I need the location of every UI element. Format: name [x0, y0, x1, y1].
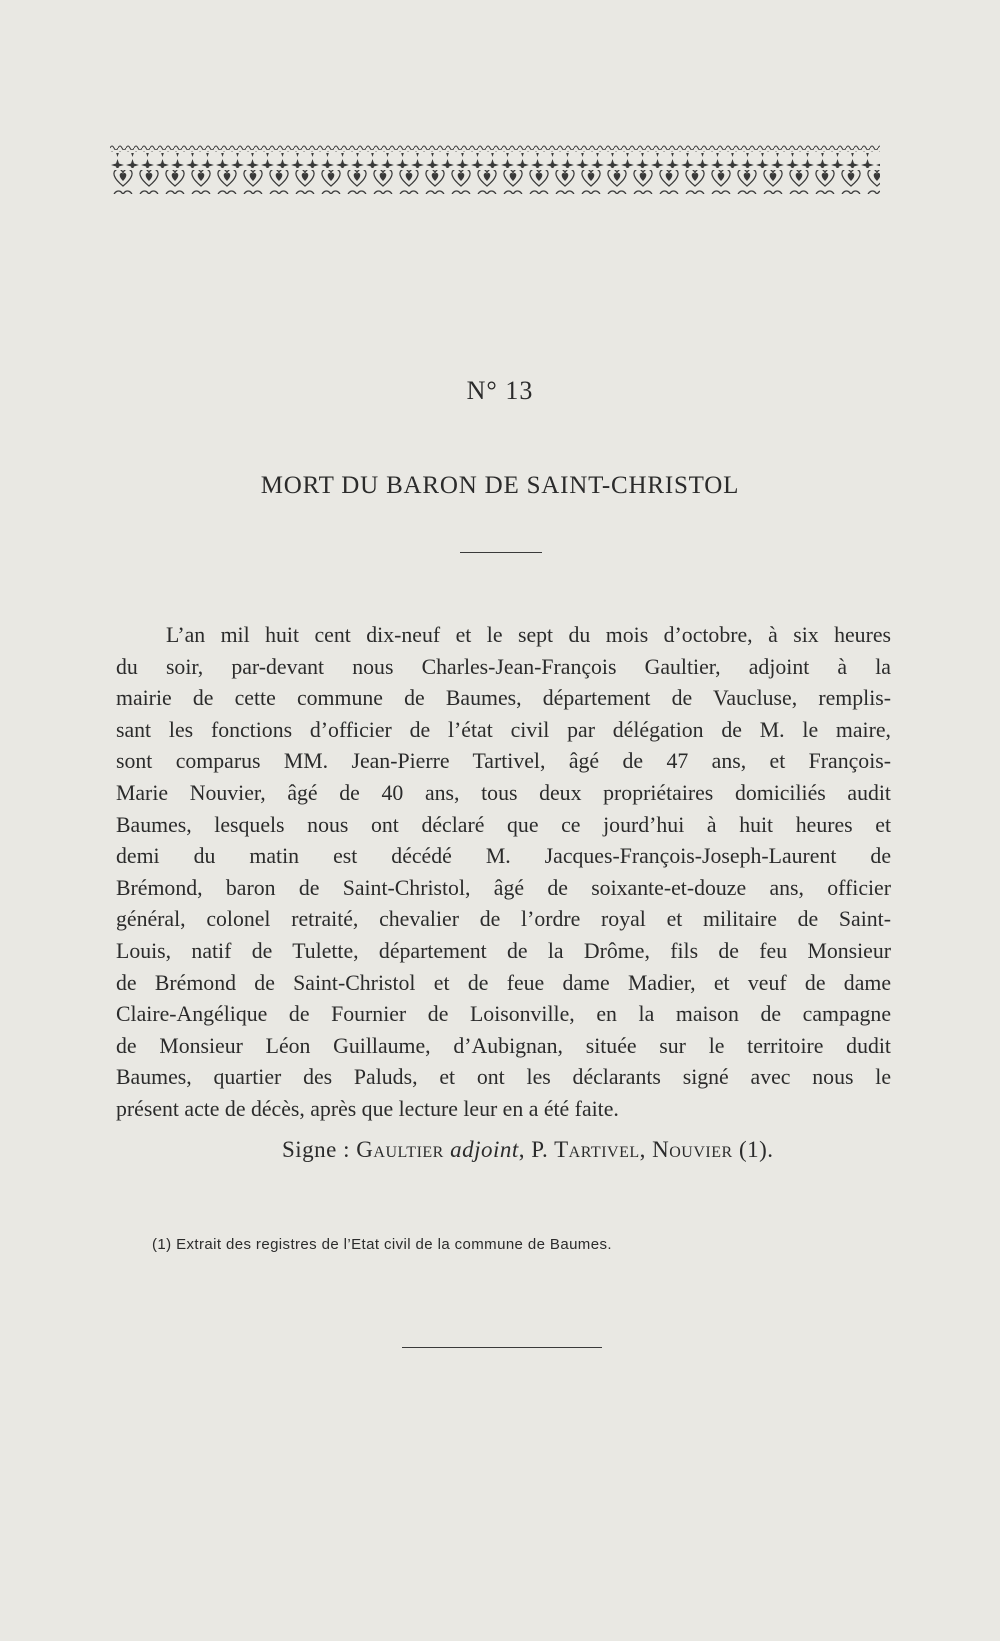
text-line: Baumes, lesquels nous ont déclaré que ce jourd’hui à huit heures et [116, 812, 891, 837]
footnote-reference: (1). [738, 1137, 774, 1162]
text-line: de Brémond de Saint-Christol et de feue dame Madier, et veuf de dame [116, 970, 891, 995]
text-line: de Monsieur Léon Guillaume, d’Aubignan, située sur le territoire dudit [116, 1033, 891, 1058]
text-line: Marie Nouvier, âgé de 40 ans, tous deux propriétaires domiciliés audit [116, 780, 891, 805]
footnote: (1) Extrait des registres de l’Etat civil de la commune de Baumes. [152, 1236, 612, 1253]
text-line: sant les fonctions d’officier de l’état civil par délégation de M. le maire, [116, 717, 891, 742]
text-line: Louis, natif de Tulette, département de la Drôme, fils de feu Monsieur [116, 938, 891, 963]
text-line: Baumes, quartier des Paluds, et ont les déclarants signé avec nous le [116, 1065, 891, 1090]
text-line: demi du matin est décédé M. Jacques-François-Joseph-Laurent de [116, 844, 891, 869]
ornamental-header-band [110, 144, 880, 206]
text-line: Claire-Angélique de Fournier de Loisonville, en la maison de campagne [116, 1002, 891, 1027]
text-line: général, colonel retraité, chevalier de l’ordre royal et militaire de Saint- [116, 907, 891, 932]
end-divider [402, 1347, 602, 1348]
page-title: MORT DU BARON DE SAINT-CHRISTOL [260, 472, 740, 499]
text-line: sont comparus MM. Jean-Pierre Tartivel, âgé de 47 ans, et François- [116, 749, 891, 774]
document-number: N° 13 [466, 376, 534, 405]
text-line: mairie de cette commune de Baumes, département de Vaucluse, remplis- [116, 686, 891, 711]
text-line: Brémond, baron de Saint-Christol, âgé de soixante-et-douze ans, officier [116, 875, 891, 900]
signatory-name: Gaultier [356, 1137, 444, 1162]
signatory-role: adjoint [450, 1137, 519, 1162]
text-line: du soir, par-devant nous Charles-Jean-François Gaultier, adjoint à la [116, 654, 891, 679]
body-paragraph [116, 620, 891, 1126]
text-line: L’an mil huit cent dix-neuf et le sept du mois d’octobre, à six heures [166, 623, 891, 647]
signatory-name: P. Tartivel, [531, 1137, 646, 1162]
text-line: présent acte de décès, après que lecture leur en a été faite. [116, 1096, 619, 1121]
signature-line: Signe : Gaultier adjoint, P. Tartivel, Nouvier (1). [282, 1137, 774, 1162]
ornament-pattern [110, 144, 880, 206]
signatory-name: Nouvier [652, 1137, 733, 1162]
title-divider [460, 552, 542, 553]
signature-prefix: Signe : [282, 1137, 351, 1162]
